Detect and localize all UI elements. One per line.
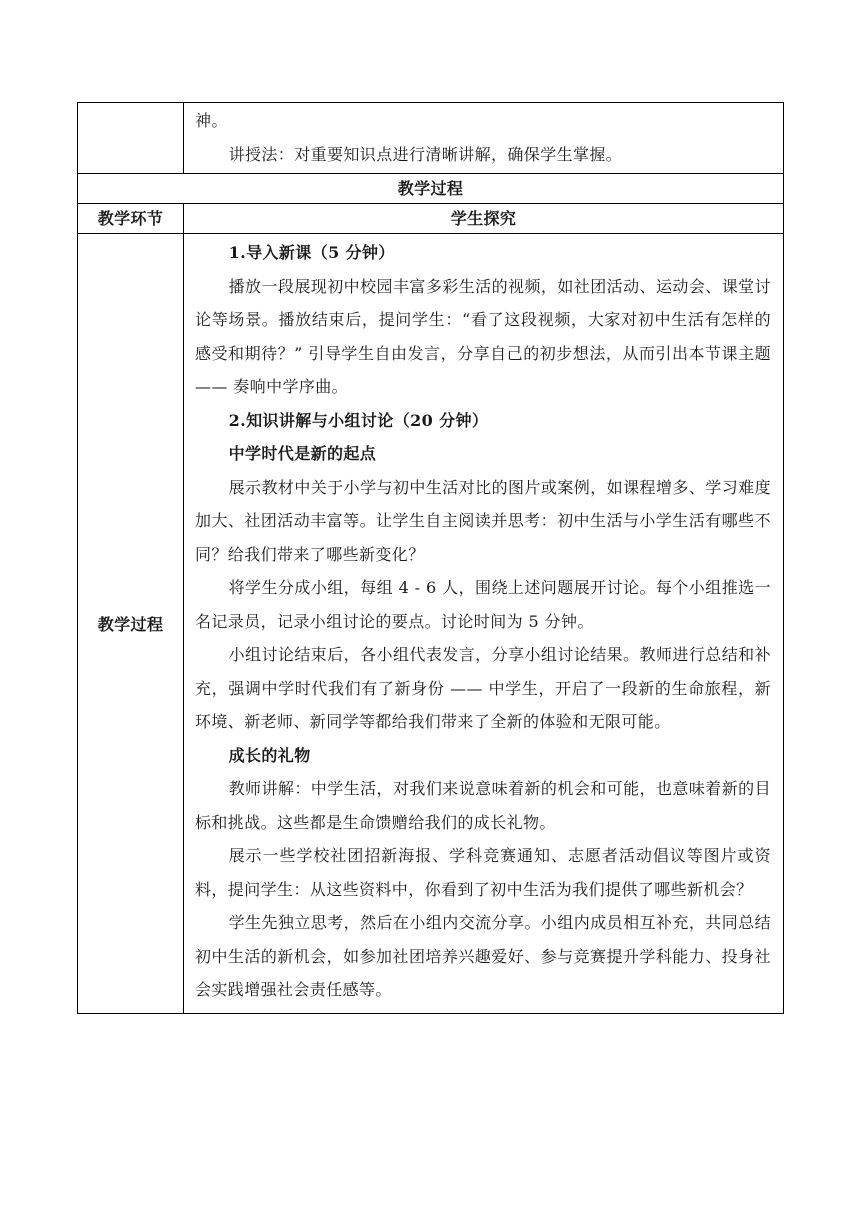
- methods-label-cell: [78, 103, 184, 174]
- paragraph-comparison: 展示教材中关于小学与初中生活对比的图片或案例，如课程增多、学习难度加大、社团活动丰富等。让学生自主阅读并思考：初中生活与小学生活有哪些不同？给我们带来了哪些新变化？: [195, 477, 771, 564]
- lesson-plan-table: [77, 102, 784, 1014]
- methods-row: [78, 103, 784, 174]
- process-content-cell: [184, 234, 784, 1014]
- lecture-method-text: 讲授法：对重要知识点进行清晰讲解，确保学生掌握。: [228, 144, 623, 164]
- process-row: [78, 234, 784, 1014]
- paragraph-teacher-explain: 教师讲解：中学生活，对我们来说意味着新的机会和可能，也意味着新的目标和挑战。这些都是生命馈赠给我们的成长礼物。: [195, 779, 771, 832]
- header-student-inquiry: 学生探究: [184, 204, 784, 234]
- paragraph-summary: 小组讨论结束后，各小组代表发言，分享小组讨论结果。教师进行总结和补充，强调中学时代我们有了新身份 —— 中学生，开启了一段新的生命旅程，新环境、新老师、新同学等都给我们带来了全新的体验和无限可能。: [195, 645, 771, 731]
- subheading-new-start: 中学时代是新的起点: [228, 444, 377, 463]
- header-teaching-stage: 教学环节: [78, 204, 184, 234]
- section-title-row: [78, 174, 784, 204]
- paragraph-student-think: 学生先独立思考，然后在小组内交流分享。小组内成员相互补充，共同总结初中生活的新机会，如参加社团培养兴趣爱好、参与竞赛提升学科能力、投身社会实践增强社会责任感等。: [195, 913, 771, 999]
- table-header-row: [78, 204, 784, 234]
- paragraph-show-materials: 展示一些学校社团招新海报、学科竞赛通知、志愿者活动倡议等图片或资料，提问学生：从这些资料中，你看到了初中生活为我们提供了哪些新机会？: [195, 846, 771, 899]
- section-heading-knowledge: 2.知识讲解与小组讨论（20 分钟）: [228, 410, 489, 430]
- section-heading-intro: 1.导入新课（5 分钟）: [228, 243, 395, 262]
- continuation-text: 神。: [195, 111, 228, 130]
- paragraph-group-discussion: 将学生分成小组，每组 4 - 6 人，围绕上述问题展开讨论。每个小组推选一名记录员，记录小组讨论的要点。讨论时间为 5 分钟。: [195, 578, 771, 631]
- paragraph-intro: 播放一段展现初中校园丰富多彩生活的视频，如社团活动、运动会、课堂讨论等场景。播放结束后，提问学生：“看了这段视频，大家对初中生活有怎样的感受和期待？” 引导学生自由发言，分享自己的初步想法，从而引出本节课主题 —— 奏响中学序曲。: [195, 276, 771, 396]
- section-title: 教学过程: [78, 174, 784, 204]
- subheading-growth-gift: 成长的礼物: [228, 745, 311, 765]
- methods-content-cell: [184, 103, 784, 174]
- process-label: 教学过程: [78, 234, 184, 1014]
